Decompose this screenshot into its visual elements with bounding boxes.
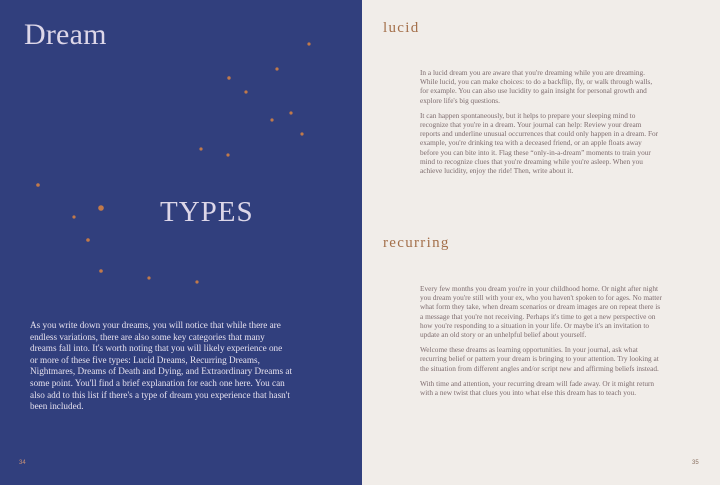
recurring-paragraph-3: With time and attention, your recurring dream will fade away. Or it might return with a new twist that clues you into what else this dream has to teach you. xyxy=(420,378,655,398)
section-heading-recurring: recurring xyxy=(383,235,450,251)
section-heading-lucid: lucid xyxy=(383,20,420,36)
page-title: Dream xyxy=(24,18,107,51)
page-number-right: 35 xyxy=(692,460,699,466)
star-dot xyxy=(147,276,150,279)
lucid-paragraph-2: It can happen spontaneously, but it helps to prepare your sleeping mind to recognize that you're in a dream. Your journal can help: Review your dream reports and underline unusual occurrences that could only happen in a dream. For example, you're drinking tea with a deceased friend, or an apple floats away before you can bite into it. Flag these “only-in-a-dream” moments to train your mind to recognize clues that you're dreaming while you're asleep. When you achieve lucidity, enjoy the ride! Then, write about it. xyxy=(420,110,659,176)
types-heading: TYPES xyxy=(160,196,254,228)
star-dot xyxy=(86,238,90,242)
star-dot xyxy=(307,42,310,45)
recurring-paragraph-1: Every few months you dream you're in your childhood home. Or night after night you dream you're still with your ex, who you haven't spoken to for ages. No matter what form they take, when dream scenarios or dream images are on repeat there is a message that you're not receiving. Perhaps it's time to get a new perspective on how you're responding to a situation in your life. Or maybe it's an invitation to update an old story or an unhelpful belief about yourself. xyxy=(420,284,662,340)
star-dot xyxy=(270,118,273,121)
star-dot xyxy=(227,76,230,79)
star-dot xyxy=(199,147,202,150)
lucid-paragraph-1: In a lucid dream you are aware that you're dreaming while you are dreaming. While lucid, you can make choices: to do a backflip, fly, or walk through walls, for example. You can also use lucidity to gain insight for personal growth and explore life's big questions. xyxy=(420,68,653,105)
star-dot xyxy=(195,280,198,283)
section-body-lucid xyxy=(420,68,662,181)
star-dot xyxy=(72,215,75,218)
page-number-left: 34 xyxy=(19,460,26,466)
recurring-paragraph-2: Welcome these dreams as learning opportunities. In your journal, ask what recurring belief or pattern your dream is bringing to your attention. Try looking at the situation from different angles and/or script new and affirming beliefs instead. xyxy=(420,345,659,373)
star-dot xyxy=(300,132,303,135)
intro-paragraph: As you write down your dreams, you will notice that while there are endless variations, there are also some key categories that many dreams fall into. It's worth noting that you will likely experience one or more of these five types: Lucid Dreams, Recurring Dreams, Nightmares, Dreams of Death and Dying, and Extraordinary Dreams at some point. You'll find a brief explanation for each one here. You can also add to this list if there's a type of dream you experience that hasn't been included. xyxy=(30,320,293,412)
star-dot xyxy=(36,183,40,187)
star-dot xyxy=(275,67,278,70)
star-dot xyxy=(226,153,229,156)
star-dot xyxy=(98,205,104,211)
star-dot xyxy=(99,269,103,273)
section-body-recurring xyxy=(420,284,662,403)
star-dot xyxy=(244,90,247,93)
star-dot xyxy=(289,111,292,114)
